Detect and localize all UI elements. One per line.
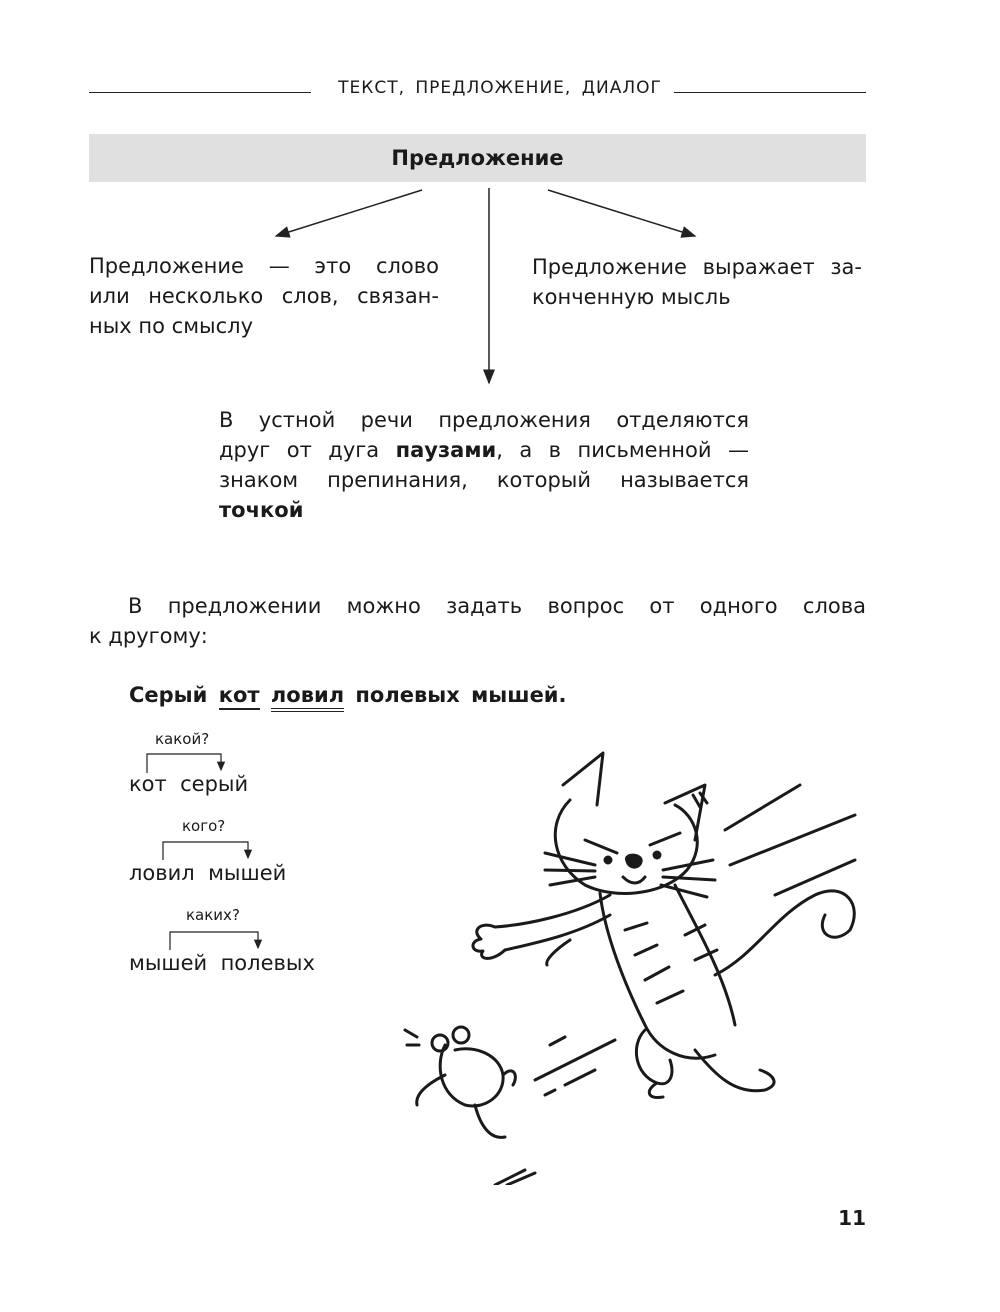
paragraph: В предложении можно задать вопрос от одного слова к другому: (89, 594, 866, 648)
arrow-right (548, 190, 695, 236)
predicate-word: ловил (271, 683, 344, 712)
diagram-title: Предложение (89, 134, 866, 182)
question-brackets (0, 0, 400, 1000)
definition-left: Предложение — это слово или несколько слов, связан- ных по смыслу (89, 254, 439, 338)
bracket-1 (147, 754, 221, 773)
definition-right: Предложение выражает за- конченную мысль (532, 255, 862, 309)
bracket-2 (163, 842, 248, 860)
subject-word: кот (219, 683, 260, 710)
bracket-3 (170, 932, 258, 950)
question-label: какой? (155, 730, 210, 748)
word-pair: мышей полевых (129, 951, 315, 975)
definition-bottom: В устной речи предложения отделяются друг от дуга паузами, а в письменной — знаком препинания, который называется точкой (219, 408, 749, 522)
word-pair: ловил мышей (129, 861, 287, 885)
word-pair: кот серый (129, 772, 249, 796)
question-label: кого? (182, 817, 226, 835)
example-sentence: Серый кот ловил полевых мышей. (129, 680, 567, 710)
page-number: 11 (838, 1206, 866, 1230)
section-title: ТЕКСТ, ПРЕДЛОЖЕНИЕ, ДИАЛОГ (0, 78, 1000, 98)
cat-mouse-illustration (395, 745, 875, 1185)
question-label: каких? (186, 906, 240, 924)
